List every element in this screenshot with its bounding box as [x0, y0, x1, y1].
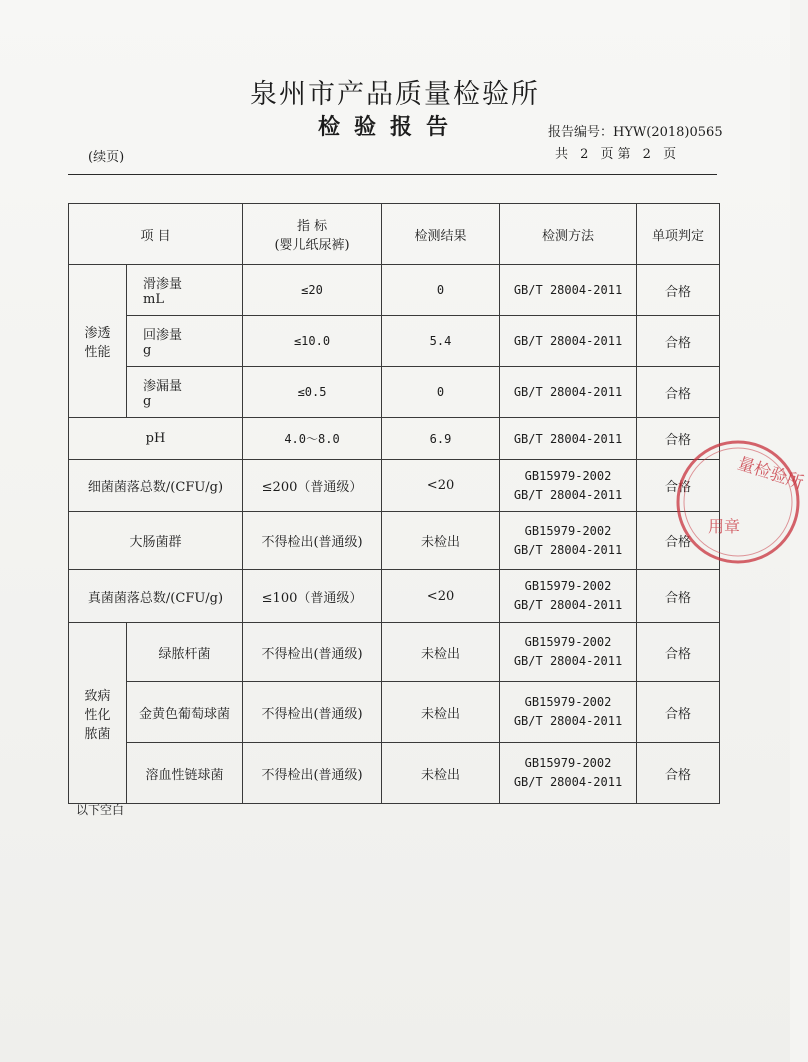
result-value: 6.9	[382, 418, 500, 460]
judgement-value: 合格	[637, 367, 720, 418]
index-value: ≤100（普通级）	[243, 570, 382, 623]
index-value: 不得检出(普通级)	[243, 743, 382, 804]
seal-text-top: 量检验所	[734, 453, 806, 494]
item-unit: mL	[143, 292, 164, 307]
result-value: 未检出	[382, 682, 500, 743]
method-value	[500, 460, 637, 512]
item-unit: g	[143, 394, 152, 409]
judgement-value: 合格	[637, 743, 720, 804]
table-row	[69, 623, 720, 682]
group-pathogens-line1: 致病	[84, 688, 111, 704]
group-pathogens-line2: 性化	[84, 707, 111, 723]
method-line1: GB15979-2002	[524, 523, 612, 538]
method-value	[500, 570, 637, 623]
continued-page-label: (续页)	[88, 150, 125, 165]
official-seal	[668, 432, 808, 572]
result-value: <20	[382, 570, 500, 623]
item-label: 渗漏量	[143, 379, 183, 394]
index-value: ≤200（普通级）	[243, 460, 382, 512]
header-judgement: 单项判定	[637, 204, 720, 265]
method-line2: GB/T 28004-2011	[513, 598, 623, 612]
table-row	[69, 367, 720, 418]
method-line2: GB/T 28004-2011	[513, 654, 623, 668]
header-method: 检测方法	[500, 204, 637, 265]
judgement-value: 合格	[637, 682, 720, 743]
judgement-value: 合格	[637, 623, 720, 682]
item-name: pH	[69, 418, 243, 460]
group-permeability-line1: 渗透	[84, 326, 111, 341]
item-name: 大肠菌群	[69, 512, 243, 570]
judgement-value: 合格	[637, 265, 720, 316]
page-indicator: 共 2 页第 2 页	[555, 147, 681, 162]
method-value: GB/T 28004-2011	[500, 367, 637, 418]
method-value: GB/T 28004-2011	[500, 418, 637, 460]
group-pathogens-line3: 脓菌	[84, 726, 111, 742]
method-value: GB/T 28004-2011	[500, 265, 637, 316]
header-divider	[68, 174, 717, 175]
method-line1: GB15979-2002	[524, 468, 612, 483]
result-value: 未检出	[382, 512, 500, 570]
report-title: 检验报告	[318, 114, 463, 140]
method-value	[500, 682, 637, 743]
table-header-row	[69, 204, 720, 265]
end-of-content-note: 以下空白	[76, 803, 125, 817]
index-value: ≤10.0	[243, 316, 382, 367]
table-row	[69, 512, 720, 570]
item-name	[127, 265, 243, 316]
organization-title: 泉州市产品质量检验所	[250, 79, 540, 110]
judgement-value: 合格	[637, 570, 720, 623]
judgement-value: 合格	[637, 316, 720, 367]
inspection-results-table	[68, 203, 720, 804]
method-line2: GB/T 28004-2011	[513, 487, 623, 502]
header-index-line2: (婴儿纸尿裤)	[274, 238, 350, 253]
item-name: 金黄色葡萄球菌	[127, 682, 243, 743]
header-index-line1: 指 标	[296, 219, 328, 234]
header-result: 检测结果	[382, 204, 500, 265]
method-line2: GB/T 28004-2011	[513, 542, 623, 557]
result-value: 未检出	[382, 623, 500, 682]
header-item: 项 目	[69, 204, 243, 265]
item-name: 真菌菌落总数/(CFU/g)	[69, 570, 243, 623]
method-value	[500, 743, 637, 804]
result-value: 0	[382, 367, 500, 418]
result-value: 5.4	[382, 316, 500, 367]
table-row	[69, 682, 720, 743]
method-line2: GB/T 28004-2011	[513, 714, 623, 728]
item-name: 细菌菌落总数/(CFU/g)	[69, 460, 243, 512]
index-value: 不得检出(普通级)	[243, 512, 382, 570]
table-row	[69, 570, 720, 623]
item-name: 溶血性链球菌	[127, 743, 243, 804]
group-permeability	[69, 265, 127, 418]
item-unit: g	[143, 343, 152, 358]
item-label: 滑渗量	[143, 277, 183, 292]
method-value: GB/T 28004-2011	[500, 316, 637, 367]
method-line1: GB15979-2002	[524, 635, 612, 649]
index-value: 不得检出(普通级)	[243, 623, 382, 682]
method-line1: GB15979-2002	[524, 579, 612, 593]
table-row	[69, 265, 720, 316]
table-row	[69, 460, 720, 512]
table-row	[69, 418, 720, 460]
method-line1: GB15979-2002	[524, 695, 612, 709]
index-value: 4.0～8.0	[243, 418, 382, 460]
group-pathogens	[69, 623, 127, 804]
index-value: 不得检出(普通级)	[243, 682, 382, 743]
method-value	[500, 623, 637, 682]
judgement-value: 合格	[637, 512, 720, 570]
judgement-value: 合格	[637, 460, 720, 512]
item-name	[127, 316, 243, 367]
item-name: 绿脓杆菌	[127, 623, 243, 682]
method-line2: GB/T 28004-2011	[513, 775, 623, 789]
index-value: ≤0.5	[243, 367, 382, 418]
seal-text-side: 用章	[708, 517, 741, 536]
index-value: ≤20	[243, 265, 382, 316]
result-value: <20	[382, 460, 500, 512]
table-row	[69, 743, 720, 804]
item-label: 回渗量	[143, 328, 183, 343]
result-value: 0	[382, 265, 500, 316]
method-value	[500, 512, 637, 570]
table-row	[69, 316, 720, 367]
item-name	[127, 367, 243, 418]
group-permeability-line2: 性能	[84, 345, 111, 360]
method-line1: GB15979-2002	[524, 756, 612, 770]
report-number: 报告编号：HYW(2018)0565	[548, 125, 723, 140]
judgement-value: 合格	[637, 418, 720, 460]
header-index	[243, 204, 382, 265]
result-value: 未检出	[382, 743, 500, 804]
